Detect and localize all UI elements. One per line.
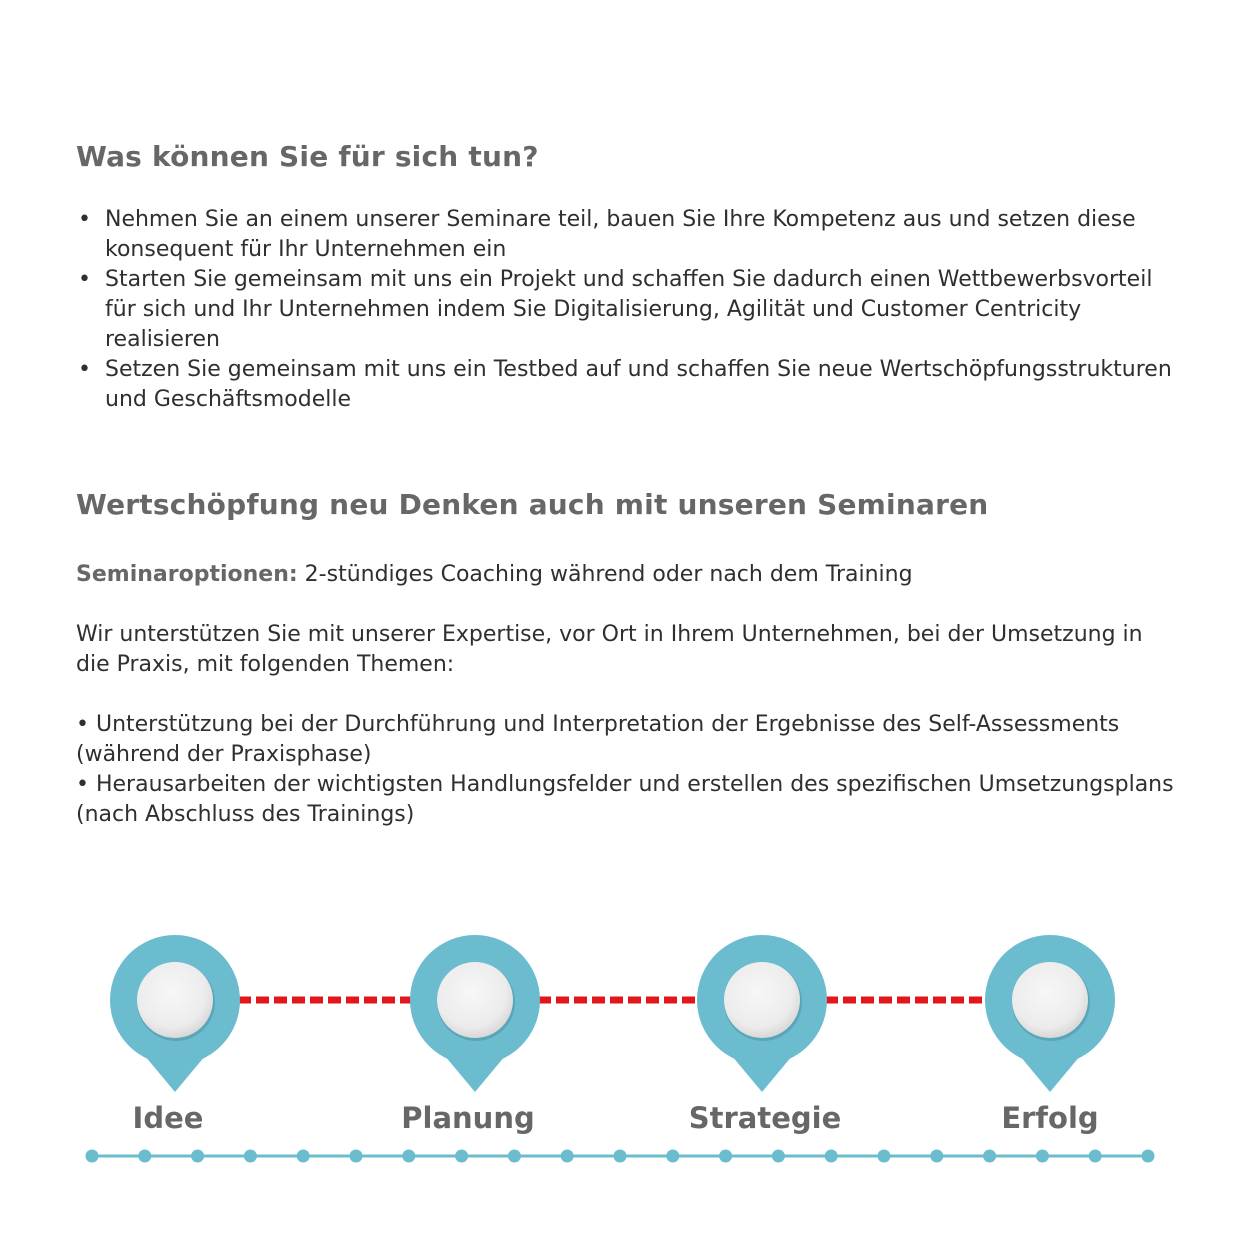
timeline-dot <box>983 1150 996 1163</box>
timeline-dot <box>878 1150 891 1163</box>
timeline-dot <box>825 1150 838 1163</box>
support-intro: Wir unterstützen Sie mit unserer Expertise, vor Ort in Ihrem Unternehmen, bei der Umsetzung in die Praxis, mit folgenden Themen: <box>76 622 1143 677</box>
timeline-dot <box>561 1150 574 1163</box>
timeline-dot <box>191 1150 204 1163</box>
location-pin-icon <box>697 935 827 1092</box>
timeline-dot <box>1089 1150 1102 1163</box>
list-item: • Nehmen Sie an einem unserer Seminare teil, bauen Sie Ihre Kompetenz aus und setzen diese konsequent für Ihr Unternehmen ein <box>76 205 1176 265</box>
seminar-options-text: 2-stündiges Coaching während oder nach dem Training <box>297 562 913 587</box>
timeline-dot <box>666 1150 679 1163</box>
timeline-dot <box>350 1150 363 1163</box>
location-pin-icon <box>110 935 240 1092</box>
location-pin-icon <box>985 935 1115 1092</box>
heading-was-koennen-sie-tun: Was können Sie für sich tun? <box>76 140 539 173</box>
timeline-dot <box>1036 1150 1049 1163</box>
list-item: • Setzen Sie gemeinsam mit uns ein Testbed auf und schaffen Sie neue Wertschöpfungsstrukturen und Geschäftsmodelle <box>76 355 1176 415</box>
timeline-dot <box>1142 1150 1155 1163</box>
location-pin-icon <box>410 935 540 1092</box>
stage-label-strategie: Strategie <box>688 1101 842 1135</box>
support-topic-line: • Herausarbeiten der wichtigsten Handlungsfelder und erstellen des spezifischen Umsetzungsplans <box>76 772 1174 797</box>
timeline-dot <box>244 1150 257 1163</box>
timeline-dot <box>86 1150 99 1163</box>
timeline-dot <box>138 1150 151 1163</box>
stage-label-idee: Idee <box>132 1101 204 1135</box>
support-topic-line: • Unterstützung bei der Durchführung und Interpretation der Ergebnisse des Self-Assessments <box>76 712 1120 737</box>
support-topic-note: (nach Abschluss des Trainings) <box>76 802 415 827</box>
timeline-dot <box>930 1150 943 1163</box>
stage-label-erfolg: Erfolg <box>1001 1101 1099 1135</box>
timeline-dot <box>508 1150 521 1163</box>
timeline-dot <box>719 1150 732 1163</box>
seminar-options-label: Seminaroptionen: <box>76 562 298 587</box>
timeline-dot <box>402 1150 415 1163</box>
timeline-dot <box>614 1150 627 1163</box>
timeline-dot <box>455 1150 468 1163</box>
timeline-dot <box>772 1150 785 1163</box>
list-item: • Starten Sie gemeinsam mit uns ein Projekt und schaffen Sie dadurch einen Wettbewerbsvorteil für sich und Ihr Unternehmen indem Sie Digitalisierung, Agilität und Customer Centricity realisieren <box>76 265 1176 355</box>
stage-label-planung: Planung <box>401 1101 535 1135</box>
support-topic-note: (während der Praxisphase) <box>76 742 372 767</box>
heading-wertschoepfung: Wertschöpfung neu Denken auch mit unseren Seminaren <box>76 488 989 521</box>
timeline-dot <box>297 1150 310 1163</box>
